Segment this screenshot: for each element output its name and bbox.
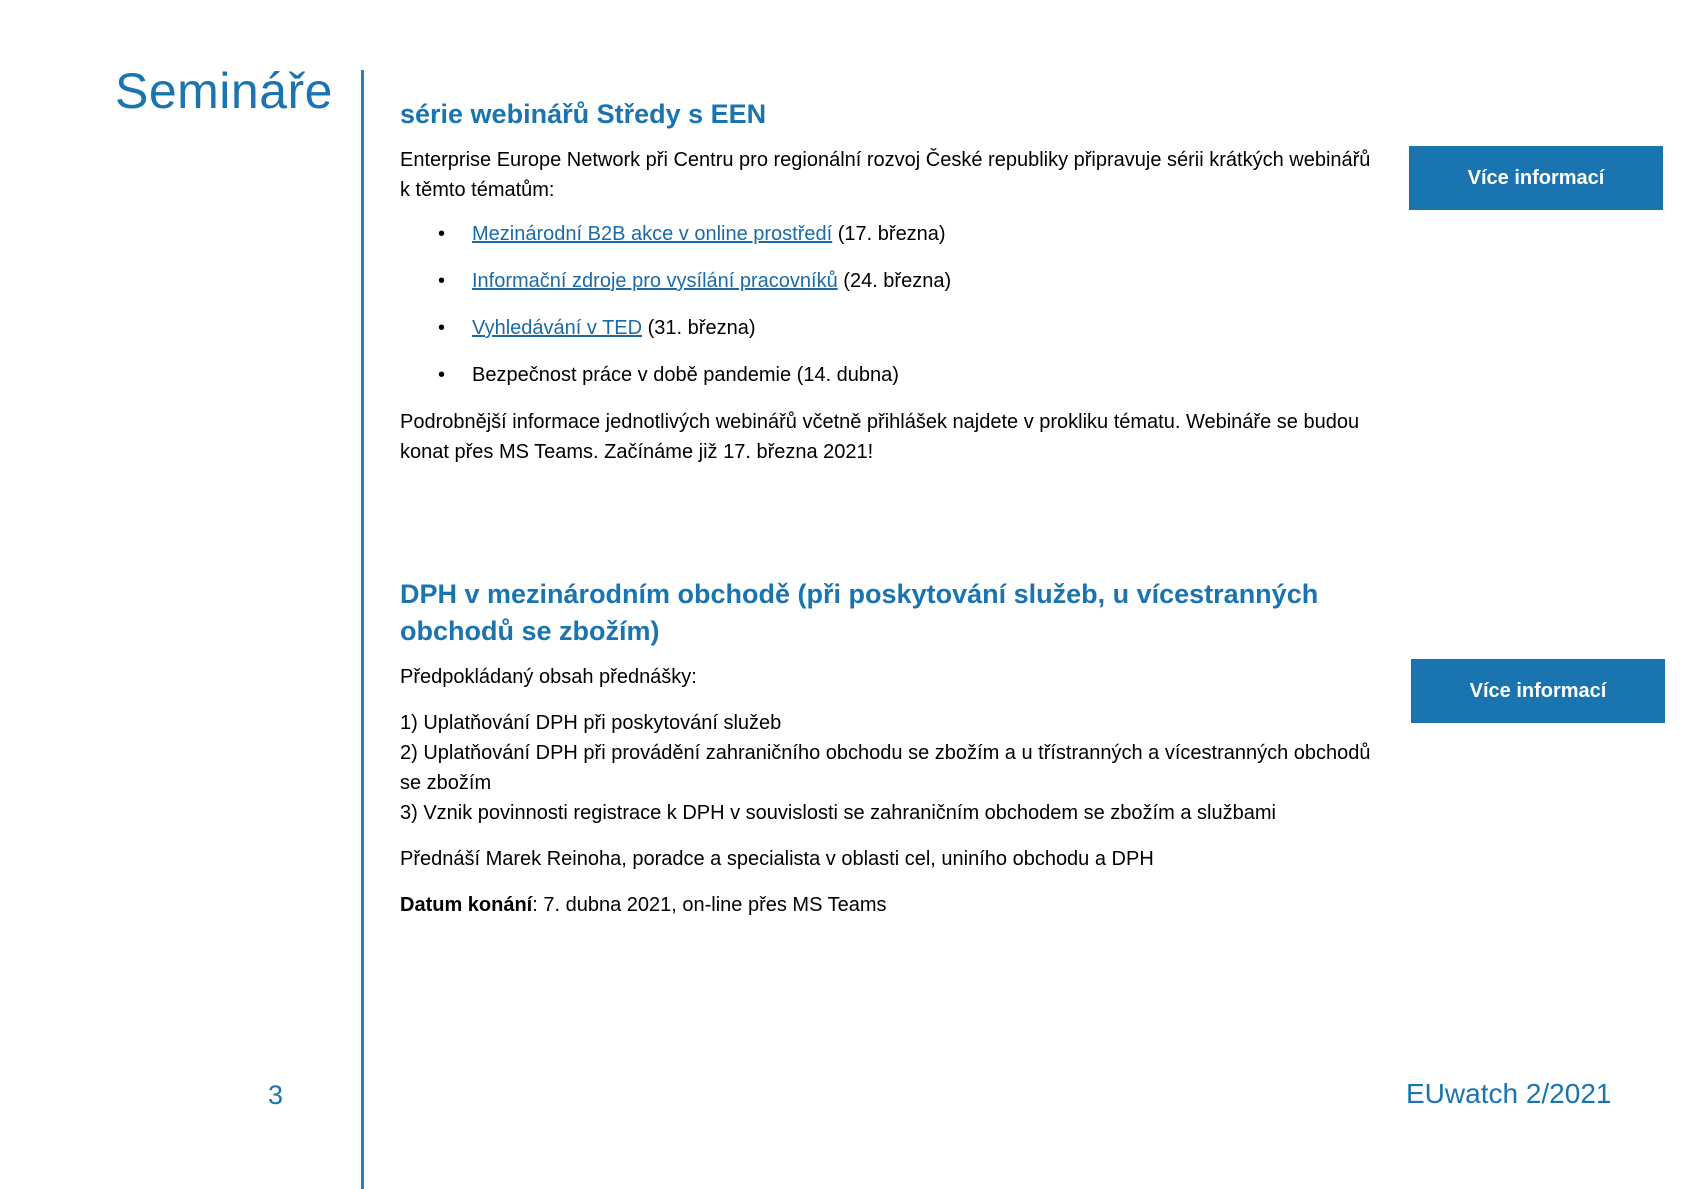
content-point: 3) Vznik povinnosti registrace k DPH v souvislosti se zahraničním obchodem se zbožím a službami xyxy=(400,802,1276,824)
date-value: : 7. dubna 2021, on-line přes MS Teams xyxy=(532,894,887,916)
article-heading: DPH v mezinárodním obchodě (při poskytování služeb, u vícestranných obchodů se zbožím) xyxy=(400,579,1319,646)
list-item xyxy=(400,360,1380,390)
webinar-date: (31. března) xyxy=(642,317,756,339)
article-outro: Podrobnější informace jednotlivých webinářů včetně přihlášek najdete v prokliku tématu. Webináře se budou konat přes MS Teams. Začínáme již 17. března 2021! xyxy=(400,411,1360,463)
list-item xyxy=(400,219,1380,249)
article-intro: Enterprise Europe Network při Centru pro regionální rozvoj České republiky připravuje sérii krátkých webinářů k těmto tématům: xyxy=(400,149,1371,201)
article-heading: série webinářů Středy s EEN xyxy=(400,99,767,129)
article-vat-seminar xyxy=(400,576,1380,920)
webinar-list xyxy=(400,219,1380,390)
more-info-button[interactable]: Více informací xyxy=(1409,146,1663,210)
event-date xyxy=(400,890,1380,920)
list-item xyxy=(400,266,1380,296)
page-number: 3 xyxy=(268,1080,284,1110)
webinar-text: Bezpečnost práce v době pandemie (14. dubna) xyxy=(472,364,899,386)
bullet-icon: • xyxy=(438,317,446,339)
webinar-date: (17. března) xyxy=(832,223,946,245)
article-lead: Předpokládaný obsah přednášky: xyxy=(400,666,697,688)
article-een-webinars xyxy=(400,96,1380,467)
bullet-icon: • xyxy=(438,270,446,292)
date-label: Datum konání xyxy=(400,894,533,916)
content-point: 1) Uplatňování DPH při poskytování služeb xyxy=(400,712,782,734)
issue-label: EUwatch 2/2021 xyxy=(1406,1078,1612,1109)
webinar-date: (24. března) xyxy=(837,270,952,292)
webinar-link-info-sources[interactable]: Informační zdroje pro vysílání pracovníků xyxy=(472,270,838,292)
vertical-divider xyxy=(361,70,364,1189)
content-point: 2) Uplatňování DPH při provádění zahraničního obchodu se zbožím a u třístranných a vícestranných obchodů se zbožím xyxy=(400,742,1371,794)
list-item xyxy=(400,313,1380,343)
more-info-button[interactable]: Více informací xyxy=(1411,659,1665,723)
webinar-link-ted[interactable]: Vyhledávání v TED xyxy=(472,317,643,339)
bullet-icon: • xyxy=(438,364,446,386)
bullet-icon: • xyxy=(438,223,446,245)
section-title: Semináře xyxy=(115,63,333,119)
speaker-line: Přednáší Marek Reinoha, poradce a specialista v oblasti cel, uniního obchodu a DPH xyxy=(400,848,1154,870)
webinar-link-b2b[interactable]: Mezinárodní B2B akce v online prostředí xyxy=(472,223,833,245)
